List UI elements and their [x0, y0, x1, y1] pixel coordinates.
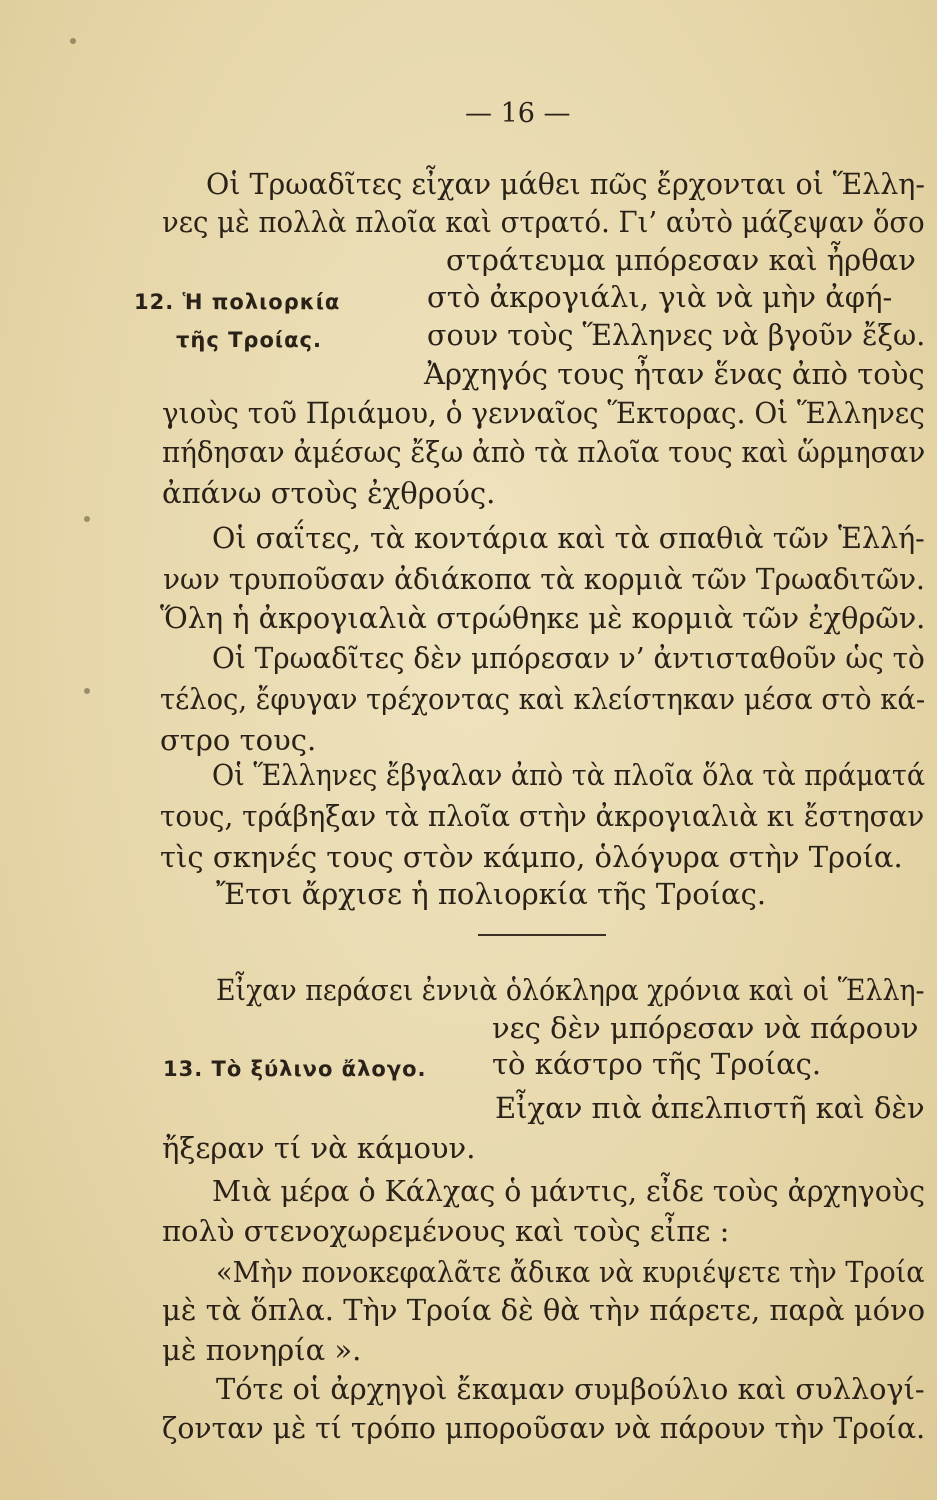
sidenote-13 [163, 1057, 427, 1081]
text-line: τους, τράβηξαν τὰ πλοῖα στὴν ἀκρογιαλιὰ κι ἔστησαν [160, 799, 925, 833]
text-line: Ἔτσι ἄρχισε ἡ πολιορκία τῆς Τροίας. [216, 877, 767, 911]
sidenote-number: 13. [163, 1057, 204, 1081]
text-line: Οἱ Ἕλληνες ἔβγαλαν ἀπὸ τὰ πλοῖα ὅλα τὰ πράματά [212, 758, 926, 792]
sidenote-12 [134, 290, 340, 314]
text-line: «Μὴν πονοκεφαλᾶτε ἄδικα νὰ κυριέψετε τὴν Τροία [216, 1255, 925, 1289]
text-line: νες μὲ πολλὰ πλοῖα καὶ στρατό. Γι’ αὐτὸ μάζεψαν ὅσο [162, 205, 925, 239]
text-line: Ἀρχηγός τους ἦταν ἕνας ἀπὸ τοὺς [424, 357, 925, 391]
text-line: γιοὺς τοῦ Πριάμου, ὁ γενναῖος Ἕκτορας. Οἱ Ἕλληνες [162, 396, 925, 430]
text-line: στρο τους. [160, 723, 317, 757]
text-line: Εἶχαν περάσει ἐννιὰ ὁλόκληρα χρόνια καὶ οἱ Ἕλλη- [216, 973, 925, 1007]
text-line: μὲ πονηρία ». [162, 1333, 362, 1367]
text-line: Μιὰ μέρα ὁ Κάλχας ὁ μάντις, εἶδε τοὺς ἀρχηγοὺς [212, 1174, 925, 1208]
sidenote-12-continuation: τῆς Τροίας. [176, 328, 322, 352]
text-line: νων τρυποῦσαν ἀδιάκοπα τὰ κορμιὰ τῶν Τρωαδιτῶν. [163, 562, 925, 596]
text-line: ζονταν μὲ τί τρόπο μποροῦσαν νὰ πάρουν τὴν Τροία. [162, 1411, 926, 1445]
text-line: Εἶχαν πιὰ ἀπελπιστῆ καὶ δὲν [495, 1091, 925, 1125]
sidenote-number: 12. [134, 290, 175, 314]
page-number: — 16 — [465, 98, 571, 129]
text-line: στὸ ἀκρογιάλι, γιὰ νὰ μὴν ἀφή- [427, 280, 893, 314]
text-line: νες δὲν μπόρεσαν νὰ πάρουν [492, 1011, 919, 1045]
text-line: μὲ τὰ ὅπλα. Τὴν Τροία δὲ θὰ τὴν πάρετε, παρὰ μόνο [162, 1293, 926, 1327]
ink-speck [70, 38, 76, 44]
text-line: πολὺ στενοχωρεμένους καὶ τοὺς εἶπε : [162, 1214, 730, 1248]
text-line: Οἱ Τρωαδῖτες εἶχαν μάθει πῶς ἔρχονται οἱ Ἕλλη- [206, 167, 925, 201]
text-line: στράτευμα μπόρεσαν καὶ ἦρθαν [446, 243, 916, 277]
section-divider [478, 934, 606, 936]
text-line: Ὅλη ἡ ἀκρογιαλιὰ στρώθηκε μὲ κορμιὰ τῶν ἐχθρῶν. [160, 601, 926, 635]
text-line: Οἱ Τρωαδῖτες δὲν μπόρεσαν ν’ ἀντισταθοῦν ὡς τὸ [212, 641, 925, 675]
ink-speck [84, 516, 90, 522]
text-line: τέλος, ἔφυγαν τρέχοντας καὶ κλείστηκαν μέσα στὸ κά- [160, 682, 926, 716]
text-line: ἀπάνω στοὺς ἐχθρούς. [162, 476, 496, 510]
text-line: ἤξεραν τί νὰ κάμουν. [162, 1131, 476, 1165]
text-line: Τότε οἱ ἀρχηγοὶ ἔκαμαν συμβούλιο καὶ συλλογί- [216, 1372, 925, 1406]
text-line: σουν τοὺς Ἕλληνες νὰ βγοῦν ἔξω. [427, 318, 926, 352]
text-line: τὶς σκηνές τους στὸν κάμπο, ὁλόγυρα στὴν Τροία. [160, 840, 903, 874]
sidenote-title: Τὸ ξύλινο ἄλογο. [211, 1057, 427, 1081]
text-line: τὸ κάστρο τῆς Τροίας. [492, 1047, 822, 1081]
text-line: πήδησαν ἀμέσως ἔξω ἀπὸ τὰ πλοῖα τους καὶ ὥρμησαν [162, 435, 926, 469]
text-line: Οἱ σαΐτες, τὰ κοντάρια καὶ τὰ σπαθιὰ τῶν Ἑλλή- [212, 521, 925, 555]
sidenote-title: Ἡ πολιορκία [182, 290, 341, 314]
ink-speck [84, 688, 90, 694]
